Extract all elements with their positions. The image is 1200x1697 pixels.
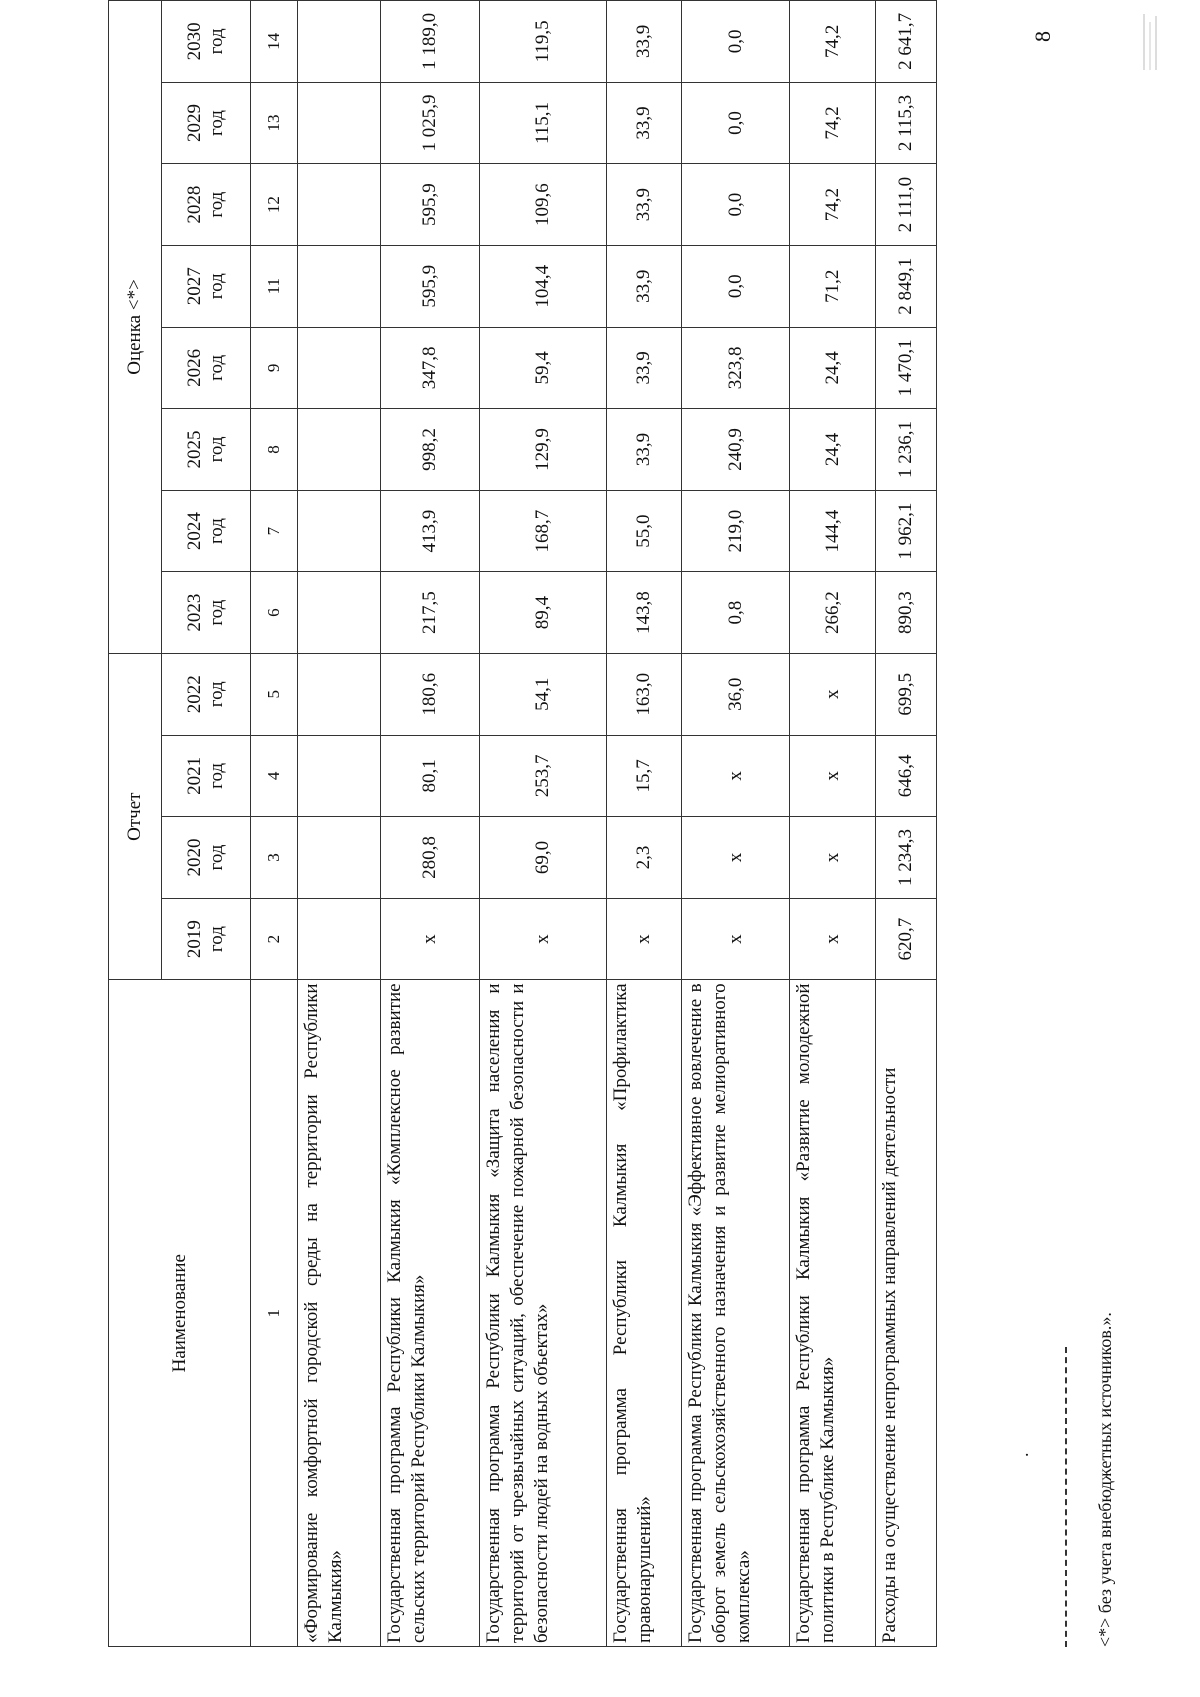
- row-value: 69,0: [480, 817, 607, 899]
- row-value: [298, 817, 381, 899]
- row-value: 104,4: [480, 245, 607, 327]
- column-numbers-row: [251, 1, 298, 1647]
- column-number: 4: [251, 735, 298, 817]
- row-value: 54,1: [480, 653, 607, 735]
- row-value: 646,4: [876, 735, 937, 817]
- row-name: Государственная программа Республики Калмыкия «Комплексное развитие сельских территорий Республики Калмыкия»: [381, 980, 480, 1647]
- row-value: 24,4: [790, 409, 876, 491]
- year-header: [162, 735, 251, 817]
- row-value: [298, 327, 381, 409]
- row-value: 180,6: [381, 653, 480, 735]
- group-estimate-header: Оценка <*>: [109, 1, 162, 654]
- row-value: [298, 245, 381, 327]
- row-value: 119,5: [480, 1, 607, 83]
- row-value: 2 641,7: [876, 1, 937, 83]
- column-number: 1: [251, 980, 298, 1647]
- row-value: 89,4: [480, 572, 607, 654]
- year-header: [162, 490, 251, 572]
- year-unit: год: [206, 273, 227, 300]
- row-value: 280,8: [381, 817, 480, 899]
- name-header: Наименование: [109, 980, 251, 1647]
- row-value: 266,2: [790, 572, 876, 654]
- scan-edge-marks: [1140, 12, 1170, 72]
- row-value: 115,1: [480, 82, 607, 164]
- column-number: 7: [251, 490, 298, 572]
- column-number: 2: [251, 898, 298, 980]
- year-unit: год: [206, 762, 227, 789]
- row-value: 595,9: [381, 164, 480, 246]
- row-value: x: [790, 817, 876, 899]
- row-value: 413,9: [381, 490, 480, 572]
- row-value: 59,4: [480, 327, 607, 409]
- row-value: 1 234,3: [876, 817, 937, 899]
- year-header: [162, 572, 251, 654]
- year-unit: год: [206, 110, 227, 136]
- budget-table: [108, 0, 937, 1647]
- footnote: <*> без учета внебюджетных источников.».: [1095, 1312, 1115, 1647]
- row-value: 71,2: [790, 245, 876, 327]
- column-number: 12: [251, 164, 298, 246]
- row-value: 15,7: [607, 735, 682, 817]
- year-unit: год: [206, 518, 227, 545]
- row-value: [298, 409, 381, 491]
- column-number: 13: [251, 82, 298, 164]
- row-value: x: [682, 735, 790, 817]
- row-value: 1 189,0: [381, 1, 480, 83]
- year-header: [162, 653, 251, 735]
- row-value: 219,0: [682, 490, 790, 572]
- year-unit: год: [206, 844, 227, 871]
- row-value: 0,8: [682, 572, 790, 654]
- table-row: [790, 1, 876, 1647]
- group-report-header: Отчет: [109, 653, 162, 979]
- footnote-divider: [1065, 1347, 1067, 1647]
- row-value: 890,3: [876, 572, 937, 654]
- year-unit: год: [206, 681, 227, 708]
- row-value: 620,7: [876, 898, 937, 980]
- row-value: 2 111,0: [876, 164, 937, 246]
- row-value: 33,9: [607, 327, 682, 409]
- year-label: 2022: [184, 675, 205, 714]
- row-value: 168,7: [480, 490, 607, 572]
- row-value: 1 025,9: [381, 82, 480, 164]
- row-value: 1 470,1: [876, 327, 937, 409]
- row-value: 0,0: [682, 82, 790, 164]
- row-value: 109,6: [480, 164, 607, 246]
- row-value: [298, 1, 381, 83]
- row-value: [298, 898, 381, 980]
- year-label: 2019: [184, 920, 205, 959]
- row-value: 347,8: [381, 327, 480, 409]
- row-value: 240,9: [682, 409, 790, 491]
- year-header: [162, 164, 251, 246]
- row-value: 129,9: [480, 409, 607, 491]
- row-value: 33,9: [607, 409, 682, 491]
- year-header: [162, 1, 251, 83]
- row-value: [298, 490, 381, 572]
- row-value: 55,0: [607, 490, 682, 572]
- year-unit: год: [206, 28, 227, 55]
- row-value: [298, 82, 381, 164]
- year-header: [162, 817, 251, 899]
- column-number: 9: [251, 327, 298, 409]
- row-value: 74,2: [790, 82, 876, 164]
- year-label: 2028: [184, 185, 205, 224]
- year-header: [162, 82, 251, 164]
- row-value: [298, 735, 381, 817]
- column-number: 6: [251, 572, 298, 654]
- table-row: [682, 1, 790, 1647]
- row-value: 699,5: [876, 653, 937, 735]
- year-label: 2021: [184, 756, 205, 795]
- column-number: 11: [251, 245, 298, 327]
- year-header: [162, 898, 251, 980]
- row-value: 24,4: [790, 327, 876, 409]
- year-unit: год: [206, 599, 227, 626]
- row-value: 80,1: [381, 735, 480, 817]
- year-header: [162, 327, 251, 409]
- row-value: x: [480, 898, 607, 980]
- page-number: 8: [1030, 31, 1055, 42]
- row-value: 0,0: [682, 245, 790, 327]
- table-row: [480, 1, 607, 1647]
- row-value: 33,9: [607, 1, 682, 83]
- year-label: 2024: [184, 512, 205, 551]
- row-value: 2,3: [607, 817, 682, 899]
- row-value: 1 236,1: [876, 409, 937, 491]
- year-label: 2025: [184, 430, 205, 469]
- row-value: 253,7: [480, 735, 607, 817]
- row-value: 33,9: [607, 164, 682, 246]
- table-row: [876, 1, 937, 1647]
- table-row: [298, 1, 381, 1647]
- year-header: [162, 409, 251, 491]
- column-number: 14: [251, 1, 298, 83]
- row-value: 2 115,3: [876, 82, 937, 164]
- row-value: 217,5: [381, 572, 480, 654]
- row-value: 1 962,1: [876, 490, 937, 572]
- row-value: x: [381, 898, 480, 980]
- table-row: [381, 1, 480, 1647]
- row-name: Государственная программа Республики Калмыкия «Эффективное вовлечение в оборот земель сельскохозяйственного назначения и развитие мелиоративного комплекса»: [682, 980, 790, 1647]
- row-name: Государственная программа Республики Калмыкия «Профилактика правонарушений»: [607, 980, 682, 1647]
- row-value: 33,9: [607, 82, 682, 164]
- row-value: 74,2: [790, 164, 876, 246]
- year-unit: год: [206, 191, 227, 218]
- stray-dot: .: [1012, 1452, 1032, 1457]
- row-value: 2 849,1: [876, 245, 937, 327]
- year-label: 2030: [184, 22, 205, 61]
- year-unit: год: [206, 926, 227, 953]
- row-value: 0,0: [682, 1, 790, 83]
- row-value: 163,0: [607, 653, 682, 735]
- row-value: 323,8: [682, 327, 790, 409]
- row-name: «Формирование комфортной городской среды на территории Республики Калмыкия»: [298, 980, 381, 1647]
- year-label: 2027: [184, 267, 205, 306]
- row-value: x: [790, 898, 876, 980]
- row-value: x: [790, 735, 876, 817]
- row-value: x: [790, 653, 876, 735]
- row-name: Государственная программа Республики Калмыкия «Защита населения и территорий от чрезвычайных ситуаций, обеспечение пожарной безопасности и безопасности людей на водных объектах»: [480, 980, 607, 1647]
- row-value: [298, 164, 381, 246]
- row-value: x: [607, 898, 682, 980]
- row-value: [298, 572, 381, 654]
- row-value: x: [682, 817, 790, 899]
- column-number: 8: [251, 409, 298, 491]
- year-label: 2020: [184, 838, 205, 877]
- year-label: 2023: [184, 593, 205, 632]
- row-value: 74,2: [790, 1, 876, 83]
- column-number: 3: [251, 817, 298, 899]
- row-value: 998,2: [381, 409, 480, 491]
- year-header: [162, 245, 251, 327]
- row-value: 144,4: [790, 490, 876, 572]
- row-value: 143,8: [607, 572, 682, 654]
- year-label: 2029: [184, 104, 205, 143]
- year-unit: год: [206, 436, 227, 463]
- column-number: 5: [251, 653, 298, 735]
- row-value: [298, 653, 381, 735]
- table-row: [607, 1, 682, 1647]
- row-name: Государственная программа Республики Калмыкия «Развитие молодежной политики в Республике Калмыкия»: [790, 980, 876, 1647]
- row-value: 36,0: [682, 653, 790, 735]
- row-value: 0,0: [682, 164, 790, 246]
- row-value: 33,9: [607, 245, 682, 327]
- row-name: Расходы на осуществление непрограммных направлений деятельности: [876, 980, 937, 1647]
- year-unit: год: [206, 354, 227, 381]
- row-value: 595,9: [381, 245, 480, 327]
- year-label: 2026: [184, 348, 205, 387]
- row-value: x: [682, 898, 790, 980]
